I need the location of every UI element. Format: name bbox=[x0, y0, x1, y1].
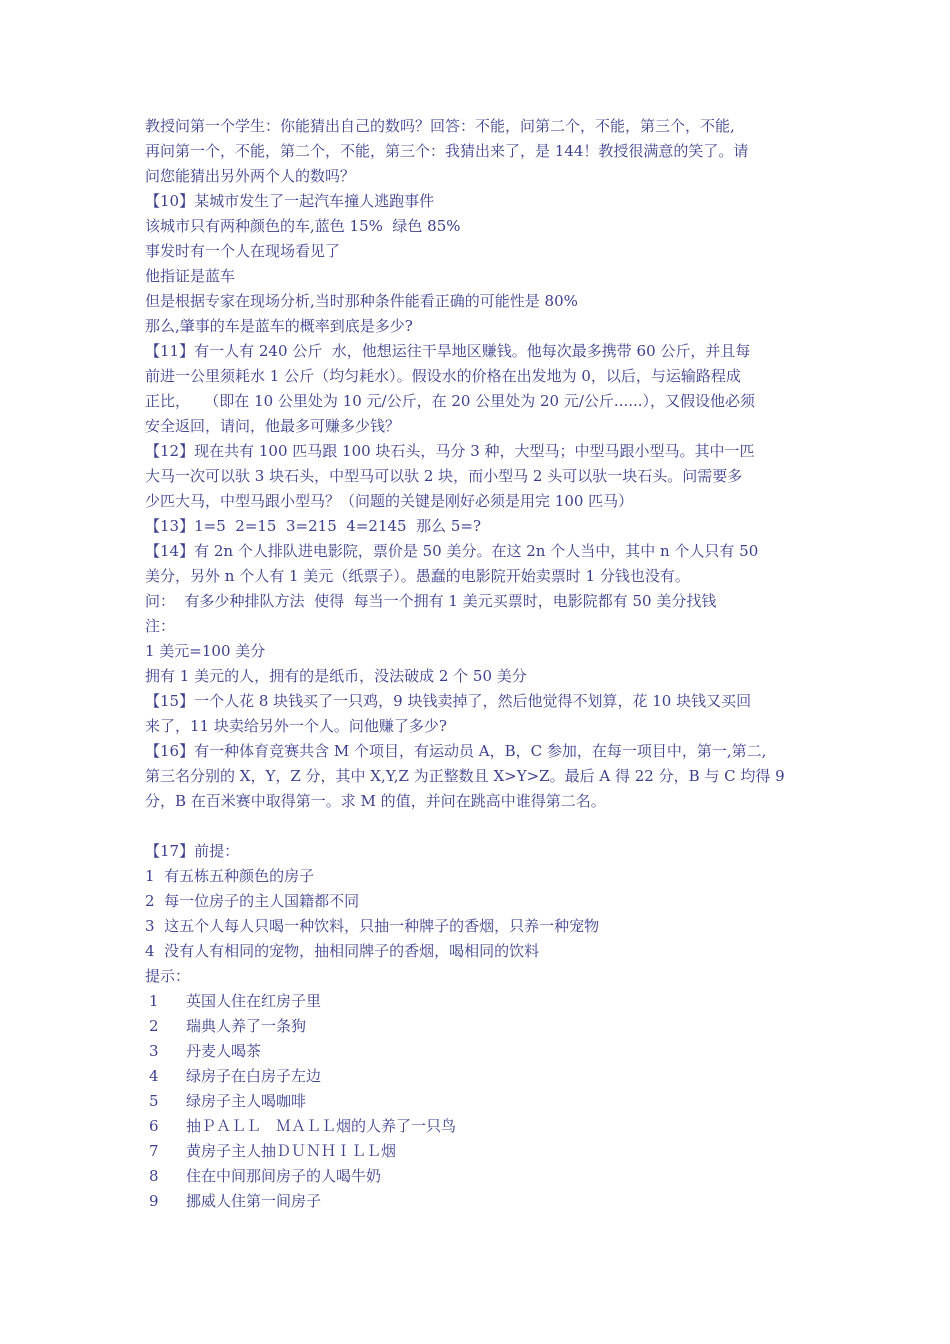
hint-item bbox=[145, 1089, 810, 1114]
hint-list bbox=[145, 989, 810, 1214]
text-line: 来了，11 块卖给另外一个人。问他赚了多少? bbox=[145, 717, 447, 735]
text-line: 事发时有一个人在现场看见了 bbox=[145, 242, 341, 260]
hint-item bbox=[145, 1189, 810, 1214]
text-line: 美分，另外 n 个人有 1 美元（纸票子）。愚蠢的电影院开始卖票时 1 分钱也没有。 bbox=[145, 567, 690, 585]
hint-text: 绿房子主人喝咖啡 bbox=[186, 1092, 307, 1110]
text-line: 问： 有多少种排队方法 使得 每当一个拥有 1 美元买票时，电影院都有 50 美分找钱 bbox=[145, 592, 717, 610]
text-line: 再问第一个，不能，第二个，不能，第三个：我猜出来了，是 144！教授很满意的笑了。请 bbox=[145, 142, 749, 160]
hint-item bbox=[145, 1014, 810, 1039]
hint-text: 绿房子在白房子左边 bbox=[186, 1067, 322, 1085]
puzzle-10-heading: 【10】某城市发生了一起汽车撞人逃跑事件 bbox=[145, 192, 435, 210]
puzzle-11-heading: 【11】有一人有 240 公斤 水，他想运往干旱地区赚钱。他每次最多携带 60 公斤，并且每 bbox=[145, 342, 751, 360]
text-line: 少匹大马，中型马跟小型马？（问题的关键是刚好必须是用完 100 匹马） bbox=[145, 492, 634, 510]
text-line: 但是根据专家在现场分析,当时那种条件能看正确的可能性是 80% bbox=[145, 292, 578, 310]
puzzle-17-block bbox=[145, 839, 810, 1214]
hint-item bbox=[145, 1039, 810, 1064]
premise-line: 1 有五栋五种颜色的房子 bbox=[145, 867, 315, 885]
text-line: 前进一公里须耗水 1 公斤（均匀耗水）。假设水的价格在出发地为 0，以后，与运输路程成 bbox=[145, 367, 741, 385]
text-line: 安全返回，请问，他最多可赚多少钱？ bbox=[145, 417, 401, 435]
hint-number: 4 bbox=[149, 1067, 159, 1085]
hint-item bbox=[145, 1114, 810, 1139]
hint-text: 英国人住在红房子里 bbox=[186, 992, 322, 1010]
puzzle-text-block bbox=[145, 114, 810, 814]
blank-line bbox=[145, 814, 810, 839]
premise-line: 4 没有人有相同的宠物，抽相同牌子的香烟，喝相同的饮料 bbox=[145, 942, 540, 960]
hint-item bbox=[145, 1064, 810, 1089]
text-line: 大马一次可以驮 3 块石头，中型马可以驮 2 块，而小型马 2 头可以驮一块石头。问需要多 bbox=[145, 467, 743, 485]
hint-text: 黄房子主人抽ＤＵＮＨＩＬＬ烟 bbox=[186, 1142, 397, 1160]
hint-number: 2 bbox=[149, 1017, 159, 1035]
puzzle-14-heading: 【14】有 2n 个人排队进电影院，票价是 50 美分。在这 2n 个人当中，其中 n 个人只有 50 bbox=[145, 542, 759, 560]
premise-line: 2 每一位房子的主人国籍都不同 bbox=[145, 892, 360, 910]
puzzle-17-heading: 【17】前提： bbox=[145, 842, 240, 860]
hint-number: 6 bbox=[149, 1117, 159, 1135]
text-line: 拥有 1 美元的人，拥有的是纸币，没法破成 2 个 50 美分 bbox=[145, 667, 527, 685]
text-line: 他指证是蓝车 bbox=[145, 267, 236, 285]
hint-number: 3 bbox=[149, 1042, 159, 1060]
text-line: 注： bbox=[145, 617, 176, 635]
text-line: 那么,肇事的车是蓝车的概率到底是多少? bbox=[145, 317, 413, 335]
text-line: 分，B 在百米赛中取得第一。求 M 的值，并问在跳高中谁得第二名。 bbox=[145, 792, 606, 810]
puzzle-16-heading: 【16】有一种体育竞赛共含 M 个项目，有运动员 A，B，C 参加，在每一项目中，第一,第二, bbox=[145, 742, 767, 760]
hint-text: 抽ＰＡＬＬ ＭＡＬＬ烟的人养了一只鸟 bbox=[186, 1117, 457, 1135]
hint-number: 1 bbox=[149, 992, 159, 1010]
premise-line: 3 这五个人每人只喝一种饮料，只抽一种牌子的香烟，只养一种宠物 bbox=[145, 917, 600, 935]
text-line: 正比， （即在 10 公里处为 10 元/公斤，在 20 公里处为 20 元/公斤......），又假设他必须 bbox=[145, 392, 756, 410]
hint-text: 住在中间那间房子的人喝牛奶 bbox=[186, 1167, 382, 1185]
hint-item bbox=[145, 1139, 810, 1164]
text-line: 第三名分别的 X，Y，Z 分，其中 X,Y,Z 为正整数且 X>Y>Z。最后 A 得 22 分，B 与 C 均得 9 bbox=[145, 767, 785, 785]
text-line: 问您能猜出另外两个人的数吗？ bbox=[145, 167, 356, 185]
hint-text: 挪威人住第一间房子 bbox=[186, 1192, 322, 1210]
hint-number: 9 bbox=[149, 1192, 159, 1210]
document-body bbox=[145, 114, 810, 1214]
puzzle-13-heading: 【13】1=5 2=15 3=215 4=2145 那么 5=? bbox=[145, 517, 482, 535]
hint-text: 丹麦人喝茶 bbox=[186, 1042, 262, 1060]
hint-number: 5 bbox=[149, 1092, 159, 1110]
hints-label: 提示： bbox=[145, 967, 191, 985]
hint-item bbox=[145, 1164, 810, 1189]
text-line: 教授问第一个学生：你能猜出自己的数吗？回答：不能，问第二个，不能，第三个，不能, bbox=[145, 117, 735, 135]
hint-text: 瑞典人养了一条狗 bbox=[186, 1017, 307, 1035]
text-line: 1 美元=100 美分 bbox=[145, 642, 266, 660]
puzzle-12-heading: 【12】现在共有 100 匹马跟 100 块石头，马分 3 种，大型马；中型马跟小型马。其中一匹 bbox=[145, 442, 755, 460]
hint-number: 8 bbox=[149, 1167, 159, 1185]
puzzle-15-heading: 【15】一个人花 8 块钱买了一只鸡，9 块钱卖掉了，然后他觉得不划算，花 10 块钱又买回 bbox=[145, 692, 752, 710]
text-line: 该城市只有两种颜色的车,蓝色 15% 绿色 85% bbox=[145, 217, 461, 235]
hint-item bbox=[145, 989, 810, 1014]
hint-number: 7 bbox=[149, 1142, 159, 1160]
